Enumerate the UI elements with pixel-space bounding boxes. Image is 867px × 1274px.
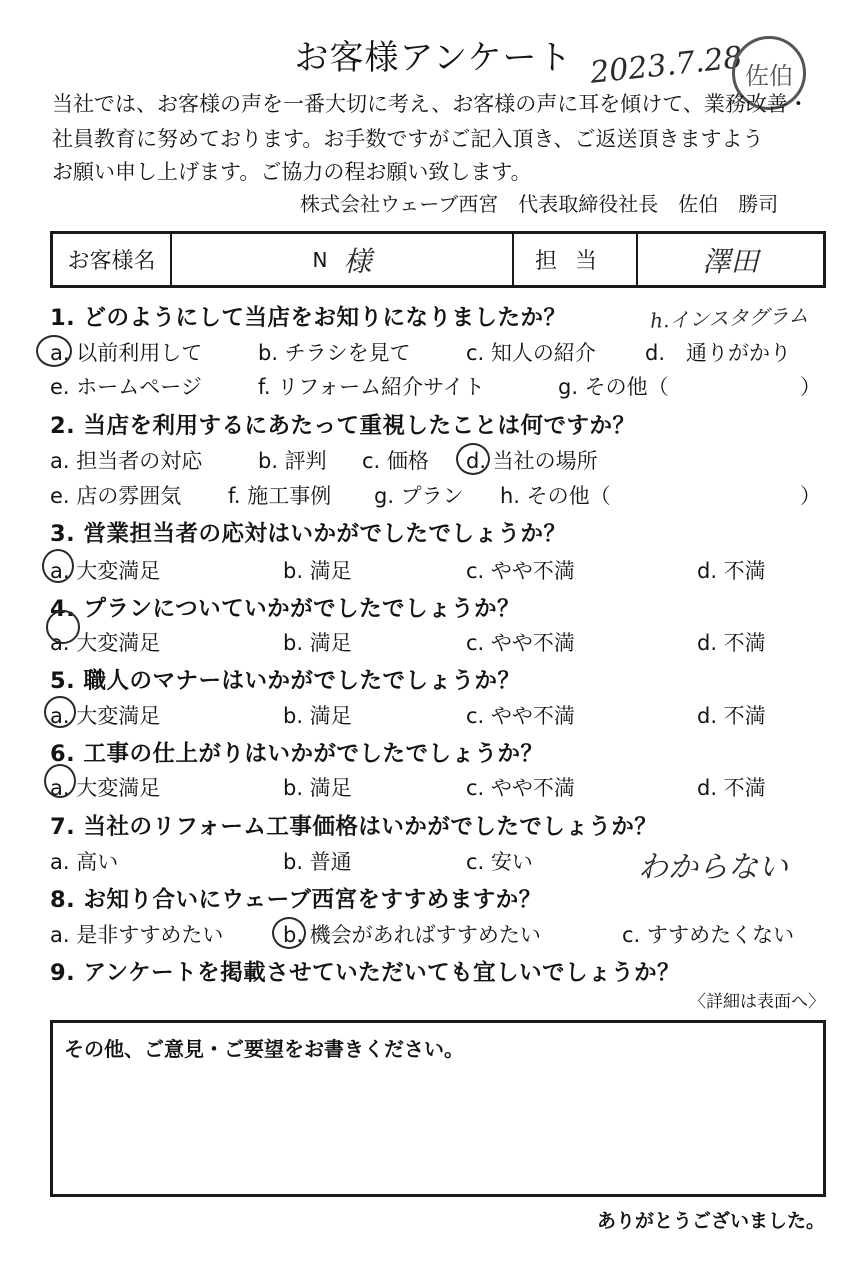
q7-option-c[interactable]: c. 安い [466, 850, 533, 874]
q2-option-f[interactable]: f. 施工事例 [228, 484, 332, 508]
q5-option-a[interactable]: a. 大変満足 [50, 704, 161, 728]
question-1: 1. どのようにして当店をお知りになりましたか？ [50, 305, 567, 331]
q6-option-c[interactable]: c. やや不満 [466, 776, 575, 800]
q1-handwritten-note: h.インスタグラム [649, 303, 809, 333]
q4-option-c[interactable]: c. やや不満 [466, 631, 575, 655]
handwritten-date: 2023.7.28 [588, 40, 745, 91]
q7-option-a[interactable]: a. 高い [50, 850, 119, 874]
q6-option-b[interactable]: b. 満足 [283, 776, 352, 800]
q7-option-b[interactable]: b. 普通 [283, 850, 352, 874]
q3-option-b[interactable]: b. 満足 [283, 559, 352, 583]
q8-option-c[interactable]: c. すすめたくない [622, 923, 795, 947]
staff-name-value[interactable]: 澤田 [702, 244, 759, 278]
q8-selected-circle [272, 917, 306, 949]
q2-option-d[interactable]: d. 当社の場所 [466, 449, 598, 473]
q5-option-c[interactable]: c. やや不満 [466, 704, 575, 728]
q3-option-d[interactable]: d. 不満 [697, 559, 766, 583]
q3-selected-circle [42, 549, 74, 583]
q1-option-a[interactable]: a. 以前利用して [50, 341, 203, 365]
q4-option-a[interactable]: a. 大変満足 [50, 631, 161, 655]
customer-info-table [50, 231, 826, 288]
question-9: 9. アンケートを掲載させていただいても宜しいでしょうか？ [50, 960, 681, 986]
q2-option-e[interactable]: e. 店の雰囲気 [50, 484, 182, 508]
customer-initial: N [312, 247, 328, 272]
company-signature: 株式会社ウェーブ西宮 代表取締役社長 佐伯 勝司 [300, 192, 779, 216]
q7-handwritten-note: わからない [638, 850, 788, 885]
q6-option-d[interactable]: d. 不満 [697, 776, 766, 800]
q4-selected-circle [46, 610, 80, 644]
staff-label: 担当 [514, 234, 638, 285]
survey-title: お客様アンケート [294, 38, 573, 78]
question-2: 2. 当店を利用するにあたって重視したことは何ですか？ [50, 413, 636, 439]
question-3: 3. 営業担当者の応対はいかがでしたでしょうか？ [50, 521, 567, 547]
q1-selected-circle [36, 335, 72, 367]
thanks-text: ありがとうございました。 [596, 1210, 825, 1232]
q2-option-g[interactable]: g. プラン [374, 484, 464, 508]
q3-option-a[interactable]: a. 大変満足 [50, 559, 161, 583]
intro-line-1: 当社では、お客様の声を一番大切に考え、お客様の声に耳を傾けて、業務改善・ [52, 92, 809, 116]
intro-line-3: お願い申し上げます。ご協力の程お願い致します。 [52, 160, 532, 184]
q2-option-b[interactable]: b. 評判 [258, 449, 327, 473]
q1-option-b[interactable]: b. チラシを見て [258, 341, 411, 365]
question-4: 4. プランについていかがでしたでしょうか？ [50, 596, 521, 622]
seal-stamp: 佐伯 [732, 36, 806, 110]
question-7: 7. 当社のリフォーム工事価格はいかがでしたでしょうか？ [50, 814, 658, 840]
q8-option-a[interactable]: a. 是非すすめたい [50, 923, 224, 947]
q2-option-h-close: ） [800, 484, 821, 508]
q1-option-c[interactable]: c. 知人の紹介 [466, 341, 596, 365]
q2-selected-circle [456, 443, 490, 475]
q1-option-g-close: ） [800, 375, 821, 399]
q8-option-b[interactable]: b. 機会があればすすめたい [283, 923, 541, 947]
q3-option-c[interactable]: c. やや不満 [466, 559, 575, 583]
customer-name-field[interactable] [172, 234, 514, 285]
q2-option-c[interactable]: c. 価格 [362, 449, 429, 473]
q1-option-g[interactable]: g. その他（ [558, 375, 669, 399]
customer-name-value: 様 [343, 244, 372, 278]
q1-option-d[interactable]: d. 通りがかり [645, 341, 792, 365]
comment-label: その他、ご意見・ご要望をお書きください。 [64, 1037, 464, 1061]
q2-option-h[interactable]: h. その他（ [500, 484, 611, 508]
q5-option-b[interactable]: b. 満足 [283, 704, 352, 728]
comment-box[interactable] [50, 1020, 826, 1197]
q6-selected-circle [44, 764, 76, 798]
q5-option-d[interactable]: d. 不満 [697, 704, 766, 728]
question-6: 6. 工事の仕上がりはいかがでしたでしょうか？ [50, 741, 544, 767]
detail-note: 〈詳細は表面へ〉 [689, 992, 825, 1012]
q6-option-a[interactable]: a. 大変満足 [50, 776, 161, 800]
q1-option-f[interactable]: f. リフォーム紹介サイト [258, 375, 485, 399]
q1-option-e[interactable]: e. ホームページ [50, 375, 202, 399]
q5-selected-circle [44, 696, 76, 728]
q4-option-b[interactable]: b. 満足 [283, 631, 352, 655]
question-8: 8. お知り合いにウェーブ西宮をすすめますか？ [50, 887, 542, 913]
question-5: 5. 職人のマナーはいかがでしたでしょうか？ [50, 668, 521, 694]
customer-name-label: お客様名 [53, 234, 172, 285]
q2-option-a[interactable]: a. 担当者の対応 [50, 449, 203, 473]
q4-option-d[interactable]: d. 不満 [697, 631, 766, 655]
intro-line-2: 社員教育に努めております。お手数ですがご記入頂き、ご返送頂きますよう [52, 127, 764, 151]
